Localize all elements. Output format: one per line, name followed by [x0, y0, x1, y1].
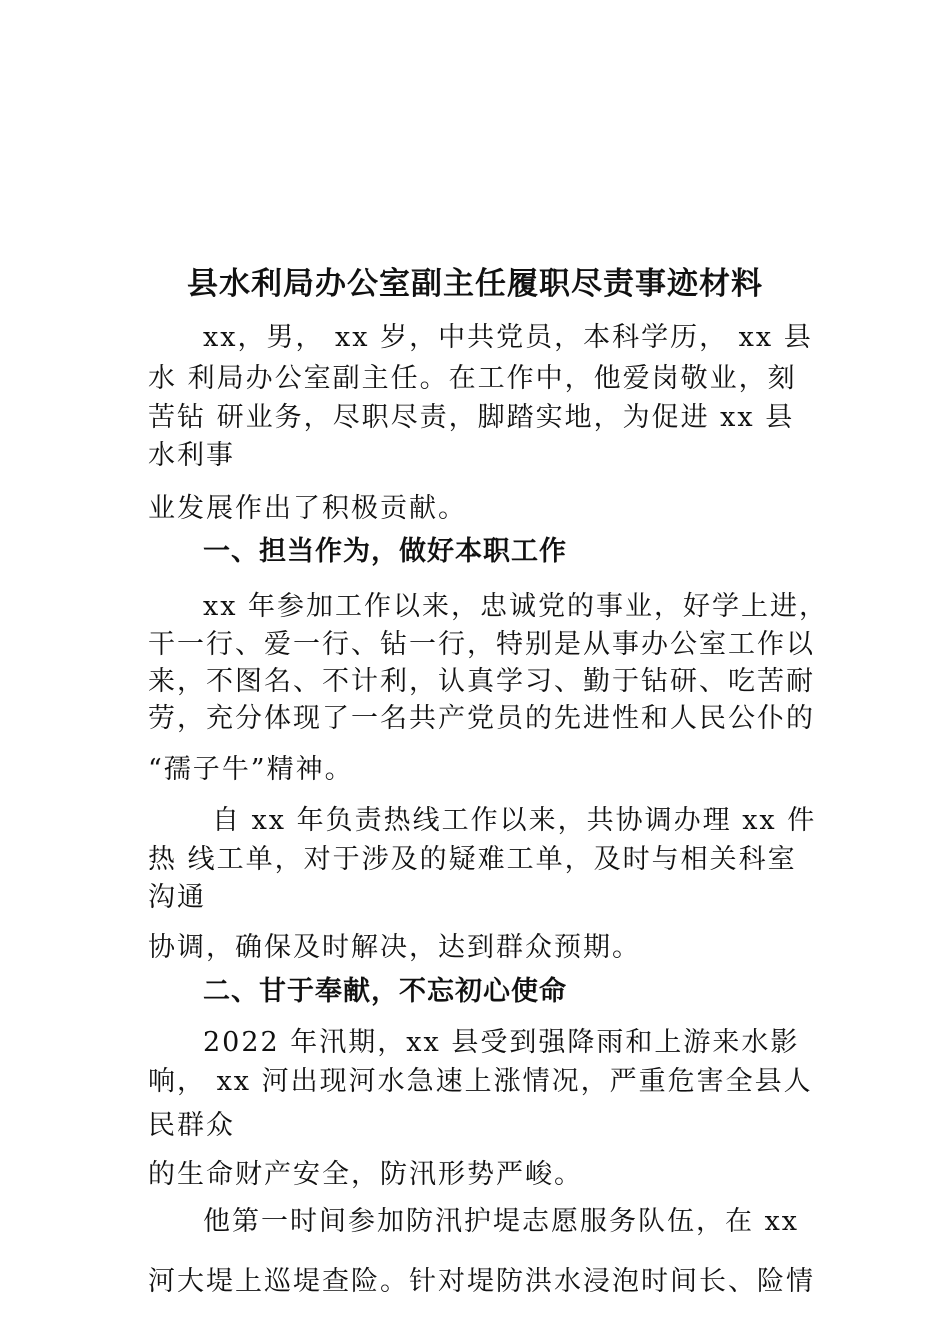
- section-2-para-2-line-2: 河大堤上巡堤查险。针对堤防洪水浸泡时间长、险情: [148, 1266, 815, 1297]
- section-1-para-1-line-1: xx 年参加工作以来，忠诚党的事业，好学上进，: [203, 591, 829, 622]
- section-1-para-2-line-2: 热 线工单，对于涉及的疑难工单，及时与相关科室: [148, 844, 797, 875]
- section-2-para-1-line-1: 2022 年汛期，xx 县受到强降雨和上游来水影: [203, 1027, 800, 1058]
- intro-line-2: 水 利局办公室副主任。在工作中，他爱岗敬业，刻: [148, 363, 797, 394]
- section-2-para-2-line-1: 他第一时间参加防汛护堤志愿服务队伍，在 xx: [203, 1206, 800, 1237]
- intro-line-4: 水利事: [148, 440, 235, 471]
- section-1-para-1-line-3: 来，不图名、不计利，认真学习、勤于钻研、吃苦耐: [148, 666, 815, 697]
- section-1-heading: 一、担当作为，做好本职工作: [203, 536, 567, 567]
- document-title: 县水利局办公室副主任履职尽责事迹材料: [187, 266, 763, 302]
- section-1-para-1-line-5: “孺子牛”精神。: [148, 754, 354, 785]
- intro-line-5: 业发展作出了积极贡献。: [148, 493, 467, 524]
- section-1-para-2-line-4: 协调，确保及时解决，达到群众预期。: [148, 932, 641, 963]
- intro-line-3: 苦钻 研业务，尽职尽责，脚踏实地，为促进 xx 县: [148, 402, 795, 433]
- section-2-para-1-line-4: 的生命财产安全，防汛形势严峻。: [148, 1159, 583, 1190]
- intro-line-1: xx，男， xx 岁，中共党员，本科学历， xx 县: [203, 322, 813, 353]
- section-1-para-2-line-1: 自 xx 年负责热线工作以来，共协调办理 xx 件: [212, 805, 817, 836]
- section-2-para-1-line-2: 响， xx 河出现河水急速上涨情况，严重危害全县人: [148, 1066, 813, 1097]
- section-1-para-1-line-2: 干一行、爱一行、钻一行，特别是从事办公室工作以: [148, 629, 815, 660]
- section-2-heading: 二、甘于奉献，不忘初心使命: [203, 976, 567, 1007]
- section-1-para-2-line-3: 沟通: [148, 882, 206, 913]
- section-1-para-1-line-4: 劳，充分体现了一名共产党员的先进性和人民公仆的: [148, 703, 815, 734]
- section-2-para-1-line-3: 民群众: [148, 1110, 235, 1141]
